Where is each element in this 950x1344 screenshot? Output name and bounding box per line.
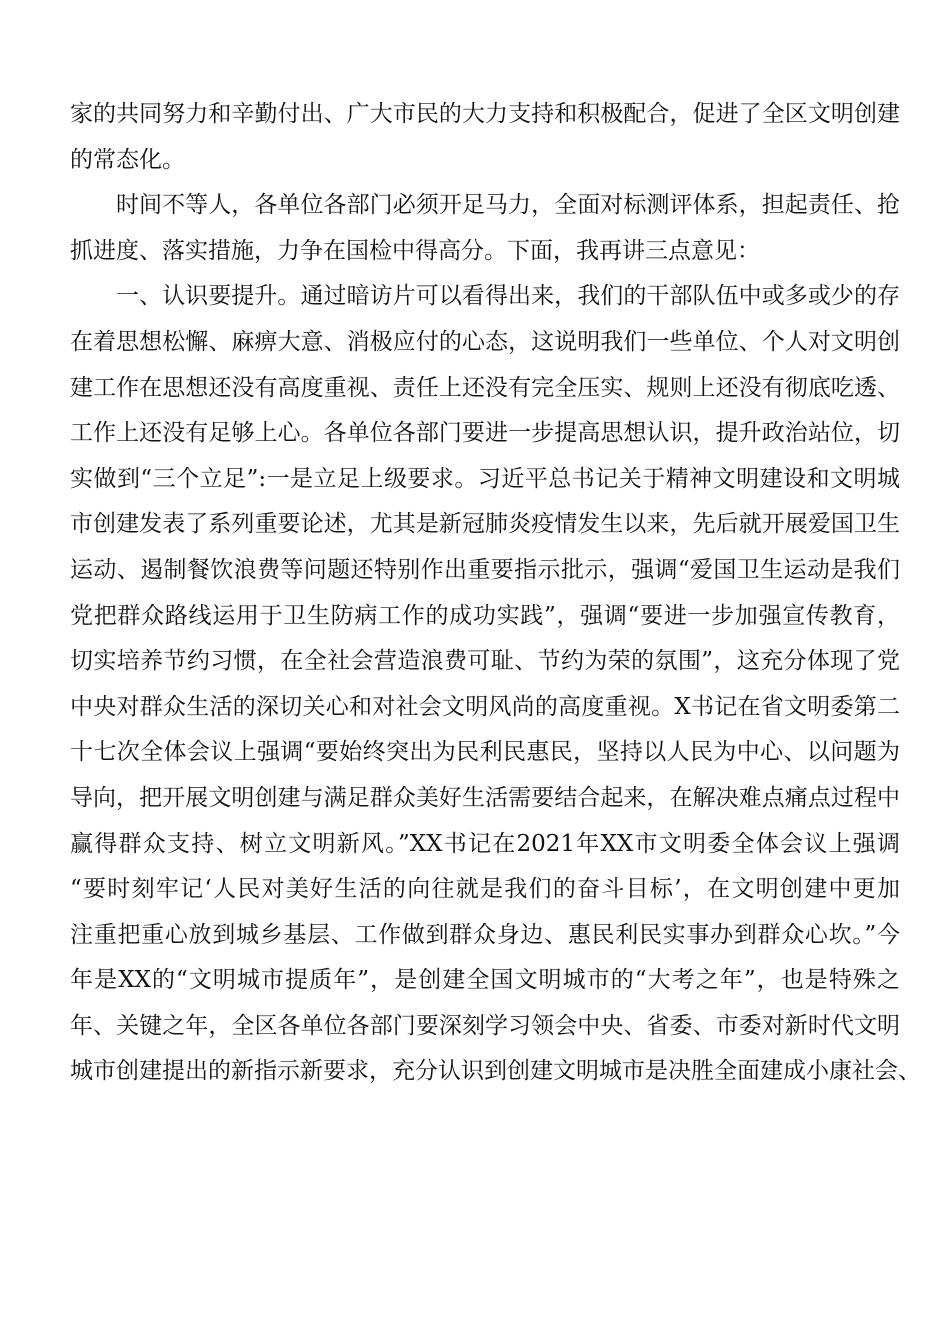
- text-line: 一、认识要提升。通过暗访片可以看得出来，我们的干部队伍中或多或少的存: [116, 283, 900, 310]
- text-line: 中央对群众生活的深切关心和对社会文明风尚的高度重视。X书记在省文明委第二: [70, 693, 900, 720]
- text-line: 建工作在思想还没有高度重视、责任上还没有完全压实、规则上还没有彻底吃透、: [70, 374, 900, 401]
- text-line: 家的共同努力和辛勤付出、广大市民的大力支持和积极配合，促进了全区文明创建: [70, 101, 900, 127]
- text-line: 党把群众路线运用于卫生防病工作的成功实践”，强调“要进一步加强宣传教育，: [70, 602, 900, 629]
- text-line: 时间不等人，各单位各部门必须开足马力，全面对标测评体系，担起责任、抢: [116, 192, 900, 219]
- text-line: 在着思想松懈、麻痹大意、消极应付的心态，这说明我们一些单位、个人对文明创: [70, 328, 900, 355]
- text-line: “要时刻牢记‘人民对美好生活的向往就是我们的奋斗目标’，在文明创建中更加: [70, 876, 900, 903]
- text-line: 赢得群众支持、树立文明新风。”XX书记在2021年XX市文明委全体会议上强调: [70, 830, 900, 857]
- text-line: 工作上还没有足够上心。各单位各部门要进一步提高思想认识，提升政治站位，切: [70, 420, 900, 447]
- text-line: 运动、遏制餐饮浪费等问题还特别作出重要指示批示，强调“爱国卫生运动是我们: [70, 556, 900, 583]
- text-line: 抓进度、落实措施，力争在国检中得高分。下面，我再讲三点意见：: [70, 237, 760, 264]
- text-line: 年、关键之年，全区各单位各部门要深刻学习领会中央、省委、市委对新时代文明: [70, 1012, 900, 1039]
- text-line: 年是XX的“文明城市提质年”，是创建全国文明城市的“大考之年”，也是特殊之: [70, 967, 900, 994]
- text-line: 十七次全体会议上强调“要始终突出为民利民惠民，坚持以人民为中心、以问题为: [70, 739, 900, 766]
- text-line: 的常态化。: [70, 146, 185, 173]
- text-line: 注重把重心放到城乡基层、工作做到群众身边、惠民利民实事办到群众心坎。”今: [70, 921, 900, 948]
- text-line: 市创建发表了系列重要论述，尤其是新冠肺炎疫情发生以来，先后就开展爱国卫生: [70, 511, 900, 538]
- text-line: 实做到“三个立足”:一是立足上级要求。习近平总书记关于精神文明建设和文明城: [70, 465, 900, 492]
- text-line: 城市创建提出的新指示新要求，充分认识到创建文明城市是决胜全面建成小康社会、: [70, 1058, 921, 1085]
- text-line: 切实培养节约习惯，在全社会营造浪费可耻、节约为荣的氛围”，这充分体现了党: [70, 648, 900, 675]
- text-line: 导向，把开展文明创建与满足群众美好生活需要结合起来，在解决难点痛点过程中: [70, 784, 900, 811]
- document-page: [70, 92, 921, 1095]
